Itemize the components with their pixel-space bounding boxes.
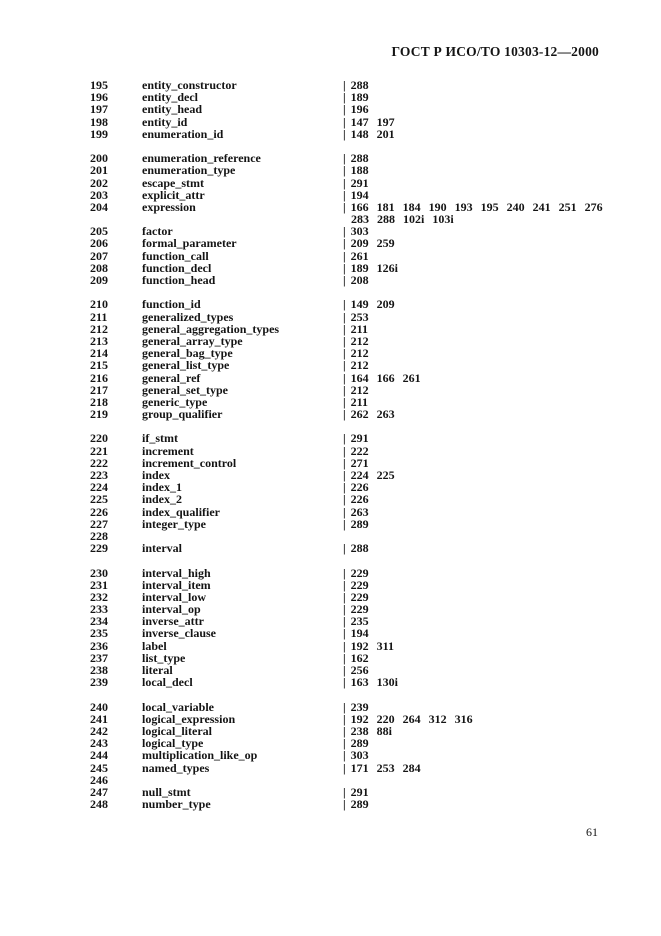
entry-term: general_list_type [142,358,230,373]
entry-term: explicit_attr [142,187,205,202]
index-row [90,128,630,140]
pipe-separator: | [343,78,346,92]
entry-page-refs: 271 [350,455,369,470]
entry-page-refs: 192 220 264 312 316 [350,711,473,726]
pipe-separator: | [343,224,346,239]
entry-number: 224 [90,480,108,495]
entry-term: index_qualifier [142,504,221,519]
pipe-separator: | [343,516,346,531]
pipe-separator: | [343,663,346,677]
entry-number: 201 [90,163,108,178]
entry-term: increment [142,443,194,458]
index-row [90,250,630,262]
index-row [90,798,630,810]
index-block [90,432,630,554]
pipe-separator: | [343,407,346,422]
entry-term: enumeration_reference [142,151,261,166]
entry-number: 248 [90,797,108,812]
entry-number: 243 [90,736,108,751]
index-row [90,506,630,518]
index-row [90,445,630,457]
entry-refs-group [343,274,369,286]
entry-number: 215 [90,358,108,373]
entry-term: integer_type [142,516,206,531]
entry-number: 199 [90,126,108,141]
entry-term: index [142,468,171,482]
entry-number: 220 [90,431,108,446]
entry-number: 216 [90,370,108,385]
entry-term: inverse_clause [142,626,216,641]
pipe-separator: | [343,163,346,178]
entry-page-refs: 194 [350,187,369,202]
index-row [90,372,630,384]
pipe-separator: | [343,455,346,470]
entry-number: 246 [90,772,108,787]
entry-page-refs: 189 126i [350,260,398,275]
entry-page-refs: 196 [350,102,369,117]
entry-number: 241 [90,711,108,726]
entry-refs-group [343,567,369,579]
entry-refs-group [343,518,369,530]
pipe-separator: | [343,675,346,690]
entry-page-refs: 229 [350,589,369,604]
entry-number: 221 [90,443,108,458]
entry-number: 218 [90,394,108,409]
index-row [90,762,630,774]
entry-refs-group [343,798,369,810]
entry-page-refs: 192 311 [350,638,394,653]
entry-term: enumeration_id [142,126,224,141]
index-block [90,298,630,420]
pipe-separator: | [343,577,346,592]
pipe-separator: | [343,187,346,202]
entry-page-refs: 288 [350,541,369,556]
entry-number: 237 [90,650,108,665]
entry-term: named_types [142,760,210,775]
entry-page-refs: 263 [350,504,369,519]
entry-page-refs: 256 [350,663,369,677]
entry-number: 236 [90,638,108,653]
pipe-separator: | [343,723,346,738]
entry-term: general_aggregation_types [142,321,280,336]
entry-page-refs: 262 263 [350,407,395,422]
entry-term: generic_type [142,394,208,409]
entry-number: 227 [90,516,108,531]
entry-term: interval_low [142,589,206,604]
entry-term: inverse_attr [142,614,204,629]
entry-term: interval [142,541,182,556]
entry-number: 235 [90,626,108,641]
entry-term: index_2 [142,492,183,507]
entry-page-refs: 229 [350,602,369,617]
entry-refs-group [343,445,369,457]
index-row [90,627,630,639]
pipe-separator: | [343,614,346,629]
entry-refs-group [343,311,369,323]
index-row [90,164,630,176]
entry-number: 204 [90,199,108,214]
entry-term: entity_id [142,114,188,129]
entry-number: 197 [90,102,108,117]
entry-refs-group [343,749,369,761]
index-row [90,567,630,579]
pipe-separator: | [343,321,346,336]
pipe-separator: | [343,797,346,812]
pipe-separator: | [343,602,346,617]
pipe-separator: | [343,760,346,775]
entry-page-refs: 208 [350,273,369,287]
entry-refs-group [343,432,369,444]
entry-page-refs: 253 [350,309,369,324]
entry-number: 217 [90,382,108,397]
pipe-separator: | [343,358,346,373]
index-row [90,237,630,249]
entry-term: multiplication_like_op [142,748,258,763]
entry-refs-group [343,762,421,774]
entry-page-refs: 289 [350,797,369,812]
pipe-separator: | [343,236,346,251]
entry-page-refs: 303 [350,224,369,239]
entry-number: 214 [90,346,108,361]
pipe-separator: | [343,260,346,275]
entry-number: 226 [90,504,108,519]
entry-number: 211 [90,309,108,324]
entry-term: interval_high [142,565,211,580]
pipe-separator: | [343,126,346,141]
entry-number: 208 [90,260,108,275]
entry-term: group_qualifier [142,407,223,422]
pipe-separator: | [343,480,346,495]
pipe-separator: | [343,346,346,361]
entry-page-refs: 194 [350,626,369,641]
entry-refs-group [343,298,395,310]
entry-term: general_array_type [142,333,243,348]
entry-refs-group [343,128,395,140]
entry-refs-group [343,493,369,505]
entry-number: 202 [90,175,108,190]
pipe-separator: | [343,711,346,726]
index-row [90,542,630,554]
entry-page-refs: 239 [350,699,369,714]
entry-term: local_decl [142,675,193,690]
pipe-separator: | [343,589,346,604]
entry-number: 198 [90,114,108,129]
entry-refs-group [343,116,395,128]
entry-number: 230 [90,565,108,580]
entry-term: formal_parameter [142,236,237,251]
entry-page-refs: 224 225 [350,468,395,482]
entry-term: list_type [142,650,186,665]
entry-page-refs: 291 [350,175,369,190]
entry-refs-group [343,359,369,371]
entry-refs-group [343,506,369,518]
entry-term: literal [142,663,173,677]
entry-number: 223 [90,468,108,482]
index-row [90,518,630,530]
pipe-separator: | [343,394,346,409]
entry-number: 209 [90,273,108,287]
entry-number: 222 [90,455,108,470]
entry-term: entity_constructor [142,78,237,92]
entry-page-refs: 226 [350,492,369,507]
pipe-separator: | [343,650,346,665]
entry-page-refs: 222 [350,443,369,458]
entry-term: factor [142,224,173,239]
entry-page-refs: 163 130i [350,675,398,690]
pipe-separator: | [343,102,346,117]
entry-term: general_bag_type [142,346,233,361]
index-block [90,567,630,689]
entry-page-refs: 212 [350,346,369,361]
index-block [90,79,630,140]
entry-number: 210 [90,297,108,312]
index-block [90,152,630,286]
entry-term: logical_literal [142,723,212,738]
index-row [90,103,630,115]
entry-page-refs: 288 [350,78,369,92]
entry-number: 229 [90,541,108,556]
entry-page-refs: 212 [350,382,369,397]
pipe-separator: | [343,748,346,763]
entry-number: 213 [90,333,108,348]
entry-term: general_ref [142,370,201,385]
index-row [90,749,630,761]
entry-page-refs: 166 181 184 190 193 195 240 241 251 276 [350,199,603,214]
entry-number: 207 [90,248,108,263]
entry-refs-group [343,408,395,420]
pipe-separator: | [343,736,346,751]
entry-number: 240 [90,699,108,714]
entry-term: index_1 [142,480,183,495]
index-row [90,116,630,128]
entry-term: function_id [142,297,201,312]
entry-page-refs: 289 [350,736,369,751]
entry-refs-group [343,177,369,189]
entry-page-refs: 235 [350,614,369,629]
entry-page-refs: 162 [350,650,369,665]
entry-term: function_decl [142,260,212,275]
entry-refs-group [343,103,369,115]
entry-number: 195 [90,78,108,92]
entry-page-refs: 238 88i [350,723,392,738]
index-row [90,311,630,323]
index-row [90,676,630,688]
pipe-separator: | [343,699,346,714]
entry-page-refs: 164 166 261 [350,370,421,385]
entry-page-refs: 188 [350,163,369,178]
entry-refs-group [343,542,369,554]
entry-refs-group [343,640,394,652]
pipe-separator: | [343,443,346,458]
entry-page-refs: 147 197 [350,114,395,129]
entry-term: function_call [142,248,209,263]
index-block [90,701,630,811]
entry-page-refs: 148 201 [350,126,395,141]
entry-page-refs: 209 259 [350,236,395,251]
pipe-separator: | [343,309,346,324]
entry-page-refs: 291 [350,431,369,446]
entry-refs-group [343,164,369,176]
document-header-title: ГОСТ Р ИСО/ТО 10303-12—2000 [391,44,599,59]
index-row [90,359,630,371]
entry-refs-group [343,372,421,384]
pipe-separator: | [343,370,346,385]
entry-refs-group [343,627,369,639]
index-row [90,493,630,505]
entry-number: 239 [90,675,108,690]
entry-term: label [142,638,167,653]
entry-term: if_stmt [142,431,178,446]
pipe-separator: | [343,492,346,507]
entry-number: 244 [90,748,108,763]
entry-page-refs: 189 [350,90,369,105]
entry-term: logical_type [142,736,204,751]
index-row [90,432,630,444]
entry-number: 238 [90,663,108,677]
entry-number: 232 [90,589,108,604]
entry-term: null_stmt [142,784,191,799]
entry-refs-group [343,701,369,713]
entry-number: 203 [90,187,108,202]
index-list [90,79,630,810]
entry-number: 247 [90,784,108,799]
entry-page-refs: 229 [350,565,369,580]
entry-term: interval_item [142,577,211,592]
entry-number: 225 [90,492,108,507]
entry-number: 233 [90,602,108,617]
entry-term: interval_op [142,602,201,617]
entry-page-refs: 212 [350,333,369,348]
entry-term: entity_head [142,102,202,117]
page-number: 61 [586,825,598,839]
pipe-separator: | [343,273,346,287]
entry-page-refs: 291 [350,784,369,799]
entry-term: function_head [142,273,216,287]
entry-number: 206 [90,236,108,251]
entry-term: general_set_type [142,382,228,397]
pipe-separator: | [343,151,346,166]
index-row [90,177,630,189]
entry-number: 231 [90,577,108,592]
index-row [90,640,630,652]
entry-refs-group [343,250,369,262]
pipe-separator: | [343,638,346,653]
entry-page-refs: 211 [350,394,368,409]
entry-page-refs: 171 253 284 [350,760,421,775]
entry-term: escape_stmt [142,175,204,190]
entry-number: 200 [90,151,108,166]
entry-term: enumeration_type [142,163,236,178]
entry-number: 242 [90,723,108,738]
pipe-separator: | [343,248,346,263]
entry-term: logical_expression [142,711,236,726]
entry-number: 212 [90,321,108,336]
entry-term: increment_control [142,455,237,470]
pipe-separator: | [343,468,346,482]
index-row [90,298,630,310]
pipe-separator: | [343,784,346,799]
entry-page-refs: 303 [350,748,369,763]
pipe-separator: | [343,333,346,348]
entry-page-refs: 226 [350,480,369,495]
index-row [90,408,630,420]
entry-page-refs: 229 [350,577,369,592]
pipe-separator: | [343,114,346,129]
entry-page-refs: 261 [350,248,369,263]
pipe-separator: | [343,541,346,556]
entry-page-refs: 212 [350,358,369,373]
entry-number: 234 [90,614,108,629]
entry-page-refs: 288 [350,151,369,166]
entry-number: 205 [90,224,108,239]
pipe-separator: | [343,199,346,214]
pipe-separator: | [343,504,346,519]
entry-term: local_variable [142,699,214,714]
entry-page-refs: 211 [350,321,368,336]
pipe-separator: | [343,382,346,397]
entry-term: number_type [142,797,211,812]
pipe-separator: | [343,565,346,580]
entry-term: generalized_types [142,309,234,324]
entry-refs-group [343,237,395,249]
entry-number: 196 [90,90,108,105]
entry-page-refs: 149 209 [350,297,395,312]
entry-number: 219 [90,407,108,422]
entry-number: 245 [90,760,108,775]
entry-term: entity_decl [142,90,198,105]
entry-refs-group [343,676,398,688]
index-row [90,701,630,713]
pipe-separator: | [343,626,346,641]
pipe-separator: | [343,431,346,446]
pipe-separator: | [343,297,346,312]
index-row [90,274,630,286]
entry-page-refs: 283 288 102i 103i [351,212,454,227]
pipe-separator: | [343,90,346,105]
entry-number: 228 [90,528,108,543]
pipe-separator: | [343,175,346,190]
entry-page-refs: 289 [350,516,369,531]
entry-term: expression [142,199,196,214]
